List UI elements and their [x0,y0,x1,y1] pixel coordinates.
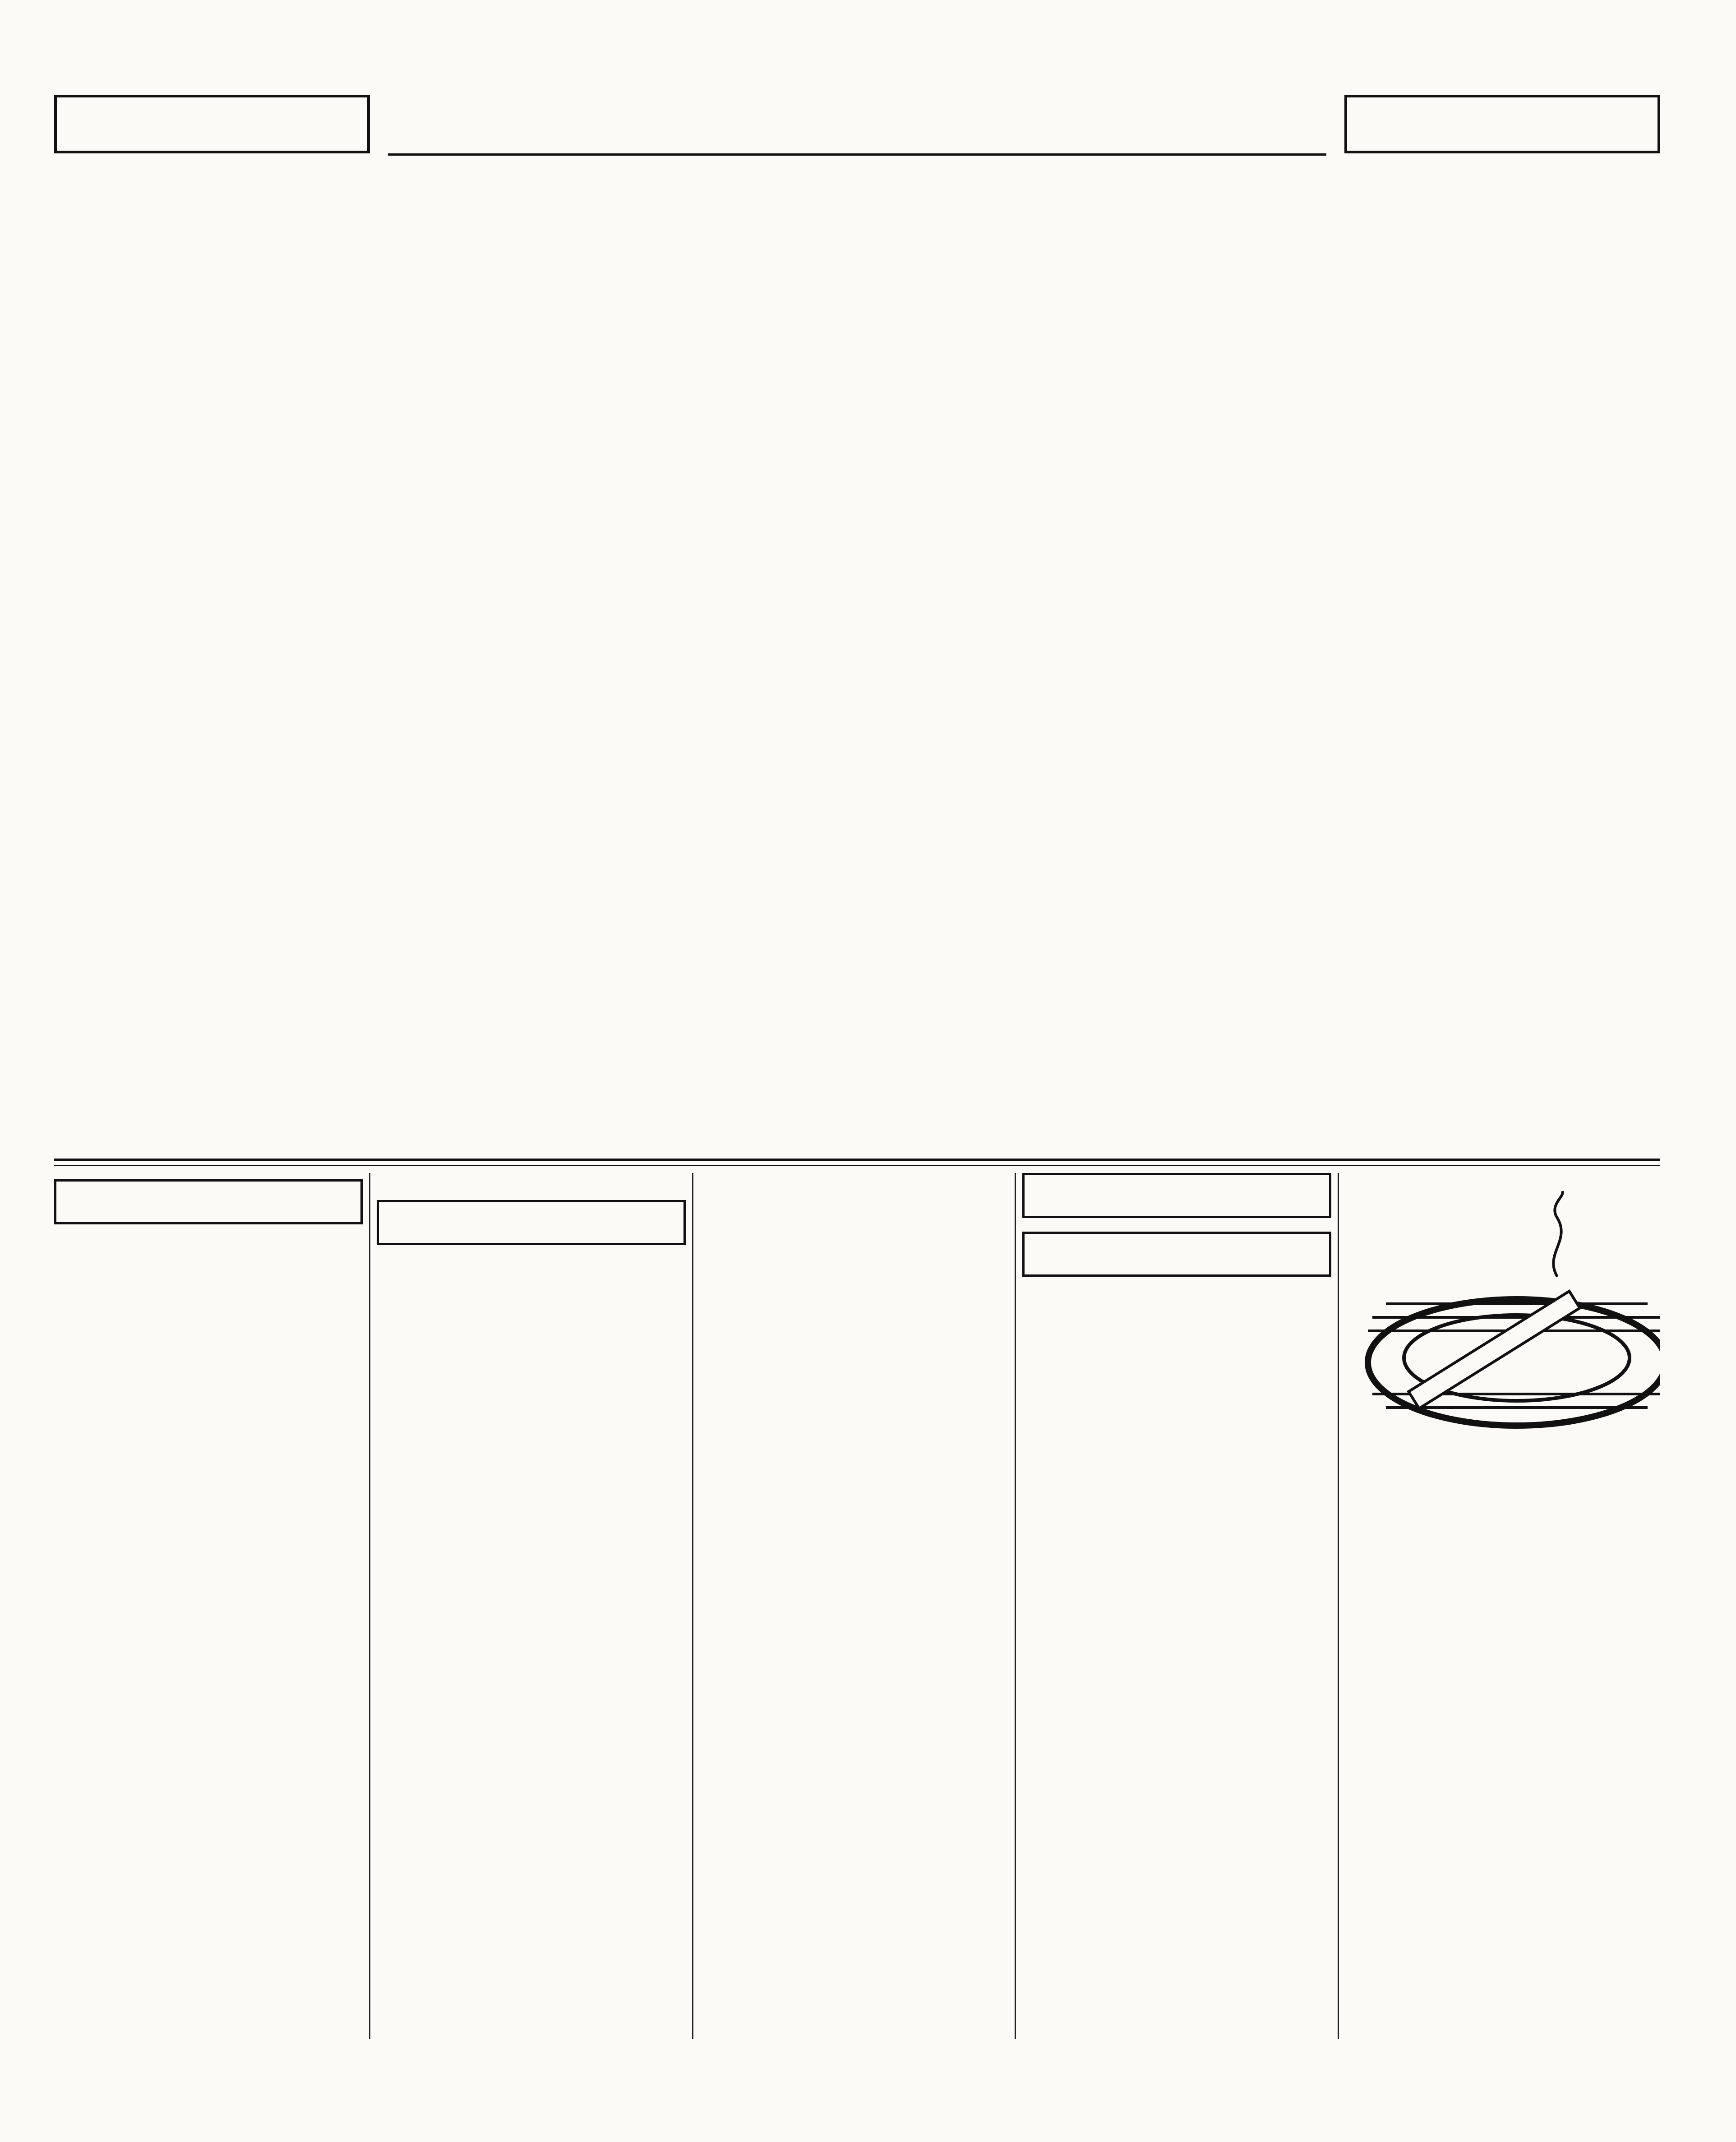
ashtray-cigarette-illustration [1345,1191,1660,1444]
bottom-column-1 [54,1173,369,2039]
page-footer [54,2035,1660,2071]
bottom-column-2 [369,1173,692,2039]
bottom-column-4 [1015,1173,1337,2039]
weather-box-left [54,95,370,153]
ashtray-icon [1368,1299,1660,1426]
cigarette-advertisement [1345,1182,1654,1633]
bottom-column-5 [1338,1173,1660,2039]
zb-columns [54,176,1660,1150]
station-box-4ya [377,1200,685,1245]
header [54,86,1660,153]
section-divider [54,1165,1660,1166]
bottom-column-3 [692,1173,1015,2039]
section-divider [54,1159,1660,1161]
page [54,86,1660,2071]
station-box-4yo [1022,1173,1331,1218]
title-rule [388,153,1326,156]
weather-box-right [1344,95,1660,153]
station-box-3zr [54,1179,363,1224]
national-columns [54,1173,1660,2039]
station-box-4yz [1022,1232,1331,1277]
